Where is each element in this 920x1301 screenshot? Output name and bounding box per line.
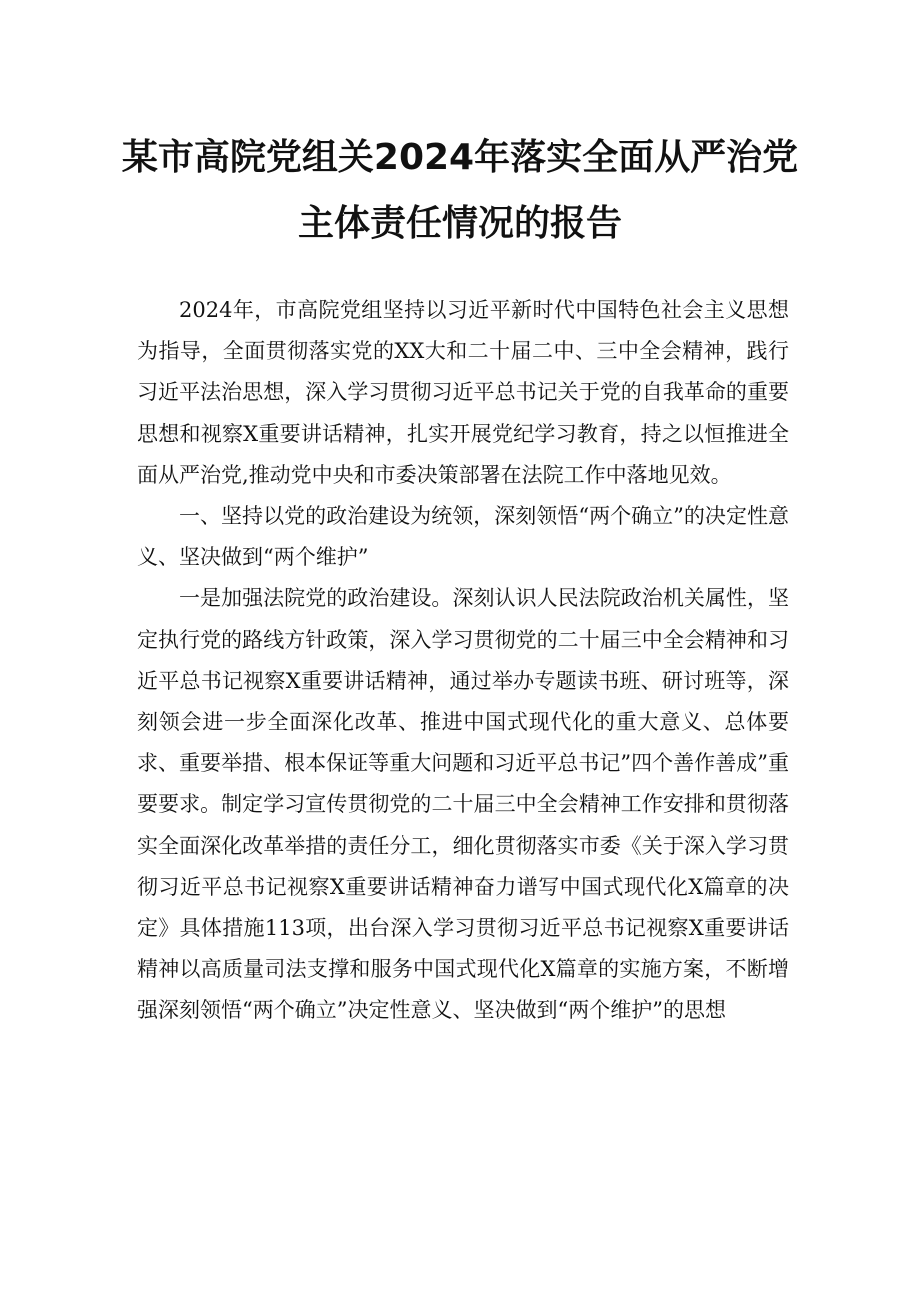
paragraph-point-1: 一是加强法院党的政治建设。深刻认识人民法院政治机关属性，坚定执行党的路线方针政策，深入学习贯彻党的二十届三中全会精神和习近平总书记视察X重要讲话精神，通过举办专题读书班、研讨班等，深刻领会进一步全面深化改革、推进中国式现代化的重大意义、总体要求、重要举措、根本保证等重大问题和习近平总书记”四个善作善成”重要要求。制定学习宣传贯彻党的二十届三中全会精神工作安排和贯彻落实全面深化改革举措的责任分工，细化贯彻落实市委《关于深入学习贯彻习近平总书记视察X重要讲话精神奋力谱写中国式现代化X篇章的决定》具体措施113项，出台深入学习贯彻习近平总书记视察X重要讲话精神以高质量司法支撑和服务中国式现代化X篇章的实施方案，不断增强深刻领悟“两个确立”决定性意义、坚决做到“两个维护”的思想	[137, 586, 789, 1023]
document-body	[137, 290, 789, 1032]
paragraph-intro: 2024年，市高院党组坚持以习近平新时代中国特色社会主义思想为指导，全面贯彻落实党的XX大和二十届二中、三中全会精神，践行习近平法治思想，深入学习贯彻习近平总书记关于党的自我革命的重要思想和视察X重要讲话精神，扎实开展党纪学习教育，持之以恒推进全面从严治党,推动党中央和市委决策部署在法院工作中落地见效。	[137, 298, 789, 487]
document-title-line-2: 主体责任情况的报告	[297, 203, 622, 244]
section-heading-1: 一、坚持以党的政治建设为统领，深刻领悟“两个确立”的决定性意义、坚决做到“两个维护”	[137, 504, 789, 570]
document-title-line-1: 某市高院党组关2024年落实全面从严治党	[121, 137, 799, 178]
